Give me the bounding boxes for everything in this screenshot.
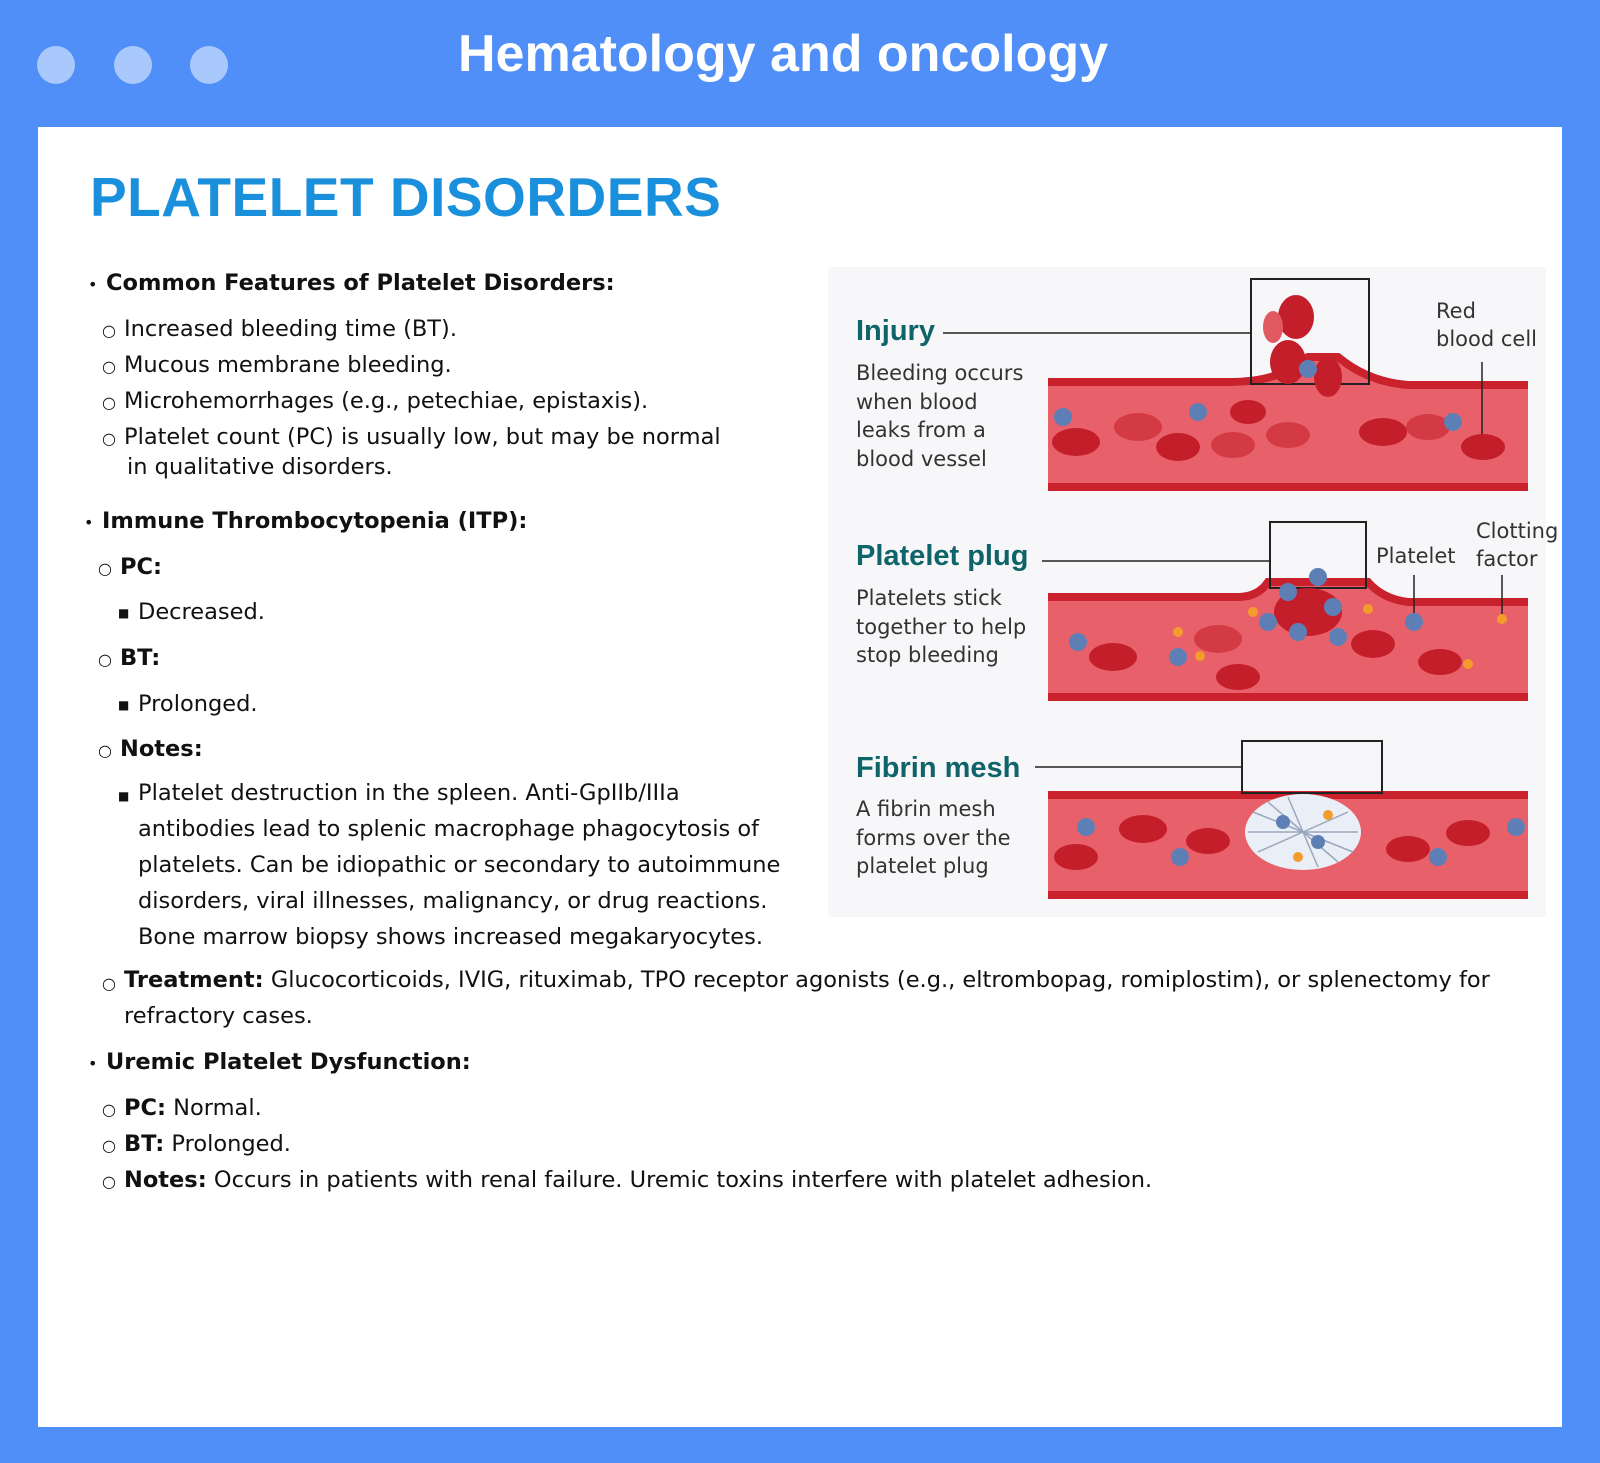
itp-bt-value: ■ Prolonged. [118,691,258,717]
section-common-heading: • Common Features of Platelet Disorders: [88,270,615,296]
label-platelet: Platelet [1376,544,1456,568]
label-clotting-factor: Clotting factor [1476,519,1559,571]
itp-notes-text: Platelet destruction in the spleen. Anti-GpIIb/IIIa antibodies lead to splenic macrophage phagocytosis of platelets. Can be idiopathic or secondary to autoimmune disorders, viral illnesses, malignancy, or drug reactions. Bone marrow biopsy shows increased megakaryocytes. [138,780,781,950]
window-titlebar [0,0,1600,127]
panel-fibrin-heading: Fibrin mesh [856,752,1021,784]
itp-pc-value: ■ Decreased. [118,599,265,625]
label-red-blood-cell: Red blood cell [1436,299,1538,351]
list-item: ○ Platelet count (PC) is usually low, but may be normal [102,424,721,450]
list-item-continuation: in qualitative disorders. [127,454,393,480]
panel-injury-desc: Bleeding occurs when blood leaks from a blood vessel [856,361,1024,471]
panel-injury-heading: Injury [856,315,935,347]
itp-pc-label: ○ PC: [98,554,163,580]
itp-treatment: Treatment: Glucocorticoids, IVIG, rituximab, TPO receptor agonists (e.g., eltrombopag, romiplostim), or splenectomy for refractory cases. [124,967,1490,1029]
list-item: ○ Microhemorrhages (e.g., petechiae, epistaxis). [102,388,649,414]
uremic-pc: ○ PC: Normal. [102,1095,262,1121]
panel-plug-heading: Platelet plug [856,540,1029,572]
panel-plug-desc: Platelets stick together to help stop bleeding [856,586,1027,667]
uremic-notes: ○ Notes: Occurs in patients with renal failure. Uremic toxins interfere with platelet adhesion. [102,1167,1153,1193]
clotting-illustration [828,267,1559,917]
uremic-bt: ○ BT: Prolonged. [102,1131,291,1157]
itp-notes-bullet: ■ [118,789,130,803]
itp-notes-label: ○ Notes: [98,736,203,762]
document-page [38,127,1562,1427]
document-title: PLATELET DISORDERS [90,166,722,228]
panel-fibrin-desc: A fibrin mesh forms over the platelet plug [856,797,1011,878]
list-item: ○ Increased bleeding time (BT). [102,316,457,342]
section-uremic-heading: • Uremic Platelet Dysfunction: [88,1049,471,1075]
itp-bt-label: ○ BT: [98,645,161,671]
window-title: Hematology and oncology [457,25,1109,83]
section-itp-heading: • Immune Thrombocytopenia (ITP): [84,508,528,534]
list-item: ○ Mucous membrane bleeding. [102,352,452,378]
itp-treatment-bullet: ○ [102,974,116,993]
